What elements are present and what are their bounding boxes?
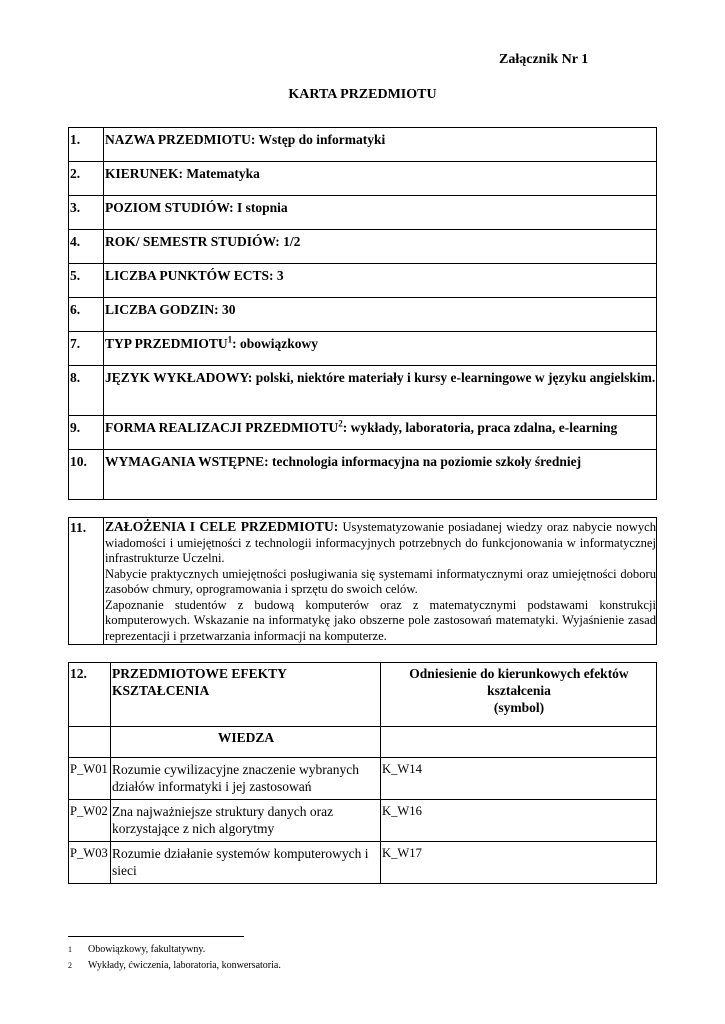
table-row: [69, 196, 657, 230]
objectives-para-2: Nabycie praktycznych umiejętności posługiwania się systemami informatycznymi oraz umiejętności doboru zasobów chmury, oprogramowania i sprzętu do swoich celów.: [105, 566, 656, 596]
table-row: [69, 842, 657, 884]
hours-count: LICZBA GODZIN: 30: [104, 298, 657, 332]
course-type-label: TYP PRZEDMIOTU: [105, 336, 228, 351]
table-row: [69, 264, 657, 298]
empty-cell: [69, 727, 111, 758]
footnote-1: [68, 944, 205, 956]
delivery-form-value: : wykłady, laboratoria, praca zdalna, e-learning: [342, 420, 618, 435]
footnote-2: [68, 960, 281, 972]
delivery-form: [104, 416, 657, 450]
row-number: 4.: [69, 230, 104, 264]
row-number: 2.: [69, 162, 104, 196]
footnote-ref: 1: [227, 334, 233, 345]
row-number: 5.: [69, 264, 104, 298]
table-row: [69, 416, 657, 450]
row-number: 9.: [69, 416, 104, 450]
field-of-study: KIERUNEK: Matematyka: [104, 162, 657, 196]
table-row: [69, 128, 657, 162]
outcome-code: P_W02: [69, 800, 111, 842]
table-row: [69, 298, 657, 332]
outcome-reference: K_W17: [381, 842, 657, 884]
reference-header-line: Odniesienie do kierunkowych efektów: [409, 666, 629, 681]
outcome-reference: K_W16: [381, 800, 657, 842]
delivery-form-label: FORMA REALIZACJI PRZEDMIOTU: [105, 420, 339, 435]
reference-header: [381, 663, 657, 727]
table-row: [69, 230, 657, 264]
outcome-code: P_W01: [69, 758, 111, 800]
row-number: 12.: [69, 663, 111, 727]
study-level: POZIOM STUDIÓW: I stopnia: [104, 196, 657, 230]
reference-header-line: kształcenia: [487, 683, 551, 698]
row-number: 7.: [69, 332, 104, 366]
footnote-divider: [68, 936, 244, 937]
table-row: [69, 800, 657, 842]
outcomes-header: PRZEDMIOTOWE EFEKTY KSZTAŁCENIA: [111, 663, 381, 727]
empty-cell: [381, 727, 657, 758]
outcome-description: Rozumie działanie systemów komputerowych i sieci: [111, 842, 381, 884]
year-semester: ROK/ SEMESTR STUDIÓW: 1/2: [104, 230, 657, 264]
document-title: KARTA PRZEDMIOTU: [288, 87, 437, 102]
row-number: 8.: [69, 366, 104, 416]
table-header-row: [69, 663, 657, 727]
ects-points: LICZBA PUNKTÓW ECTS: 3: [104, 264, 657, 298]
objectives-text-1: Usystematyzowanie posiadanej wiedzy oraz nabycie nowych wiadomości i umiejętności z technologii informacyjnych potrzebnych do funkcjonowania w informatycznej infrastrukturze Uczelni.: [105, 520, 656, 565]
outcome-code: P_W03: [69, 842, 111, 884]
table-row: [69, 162, 657, 196]
objectives-para-1: [105, 519, 656, 567]
footnote-ref: 2: [338, 418, 343, 429]
language: JĘZYK WYKŁADOWY: polski, niektóre materiały i kursy e-learningowe w języku angielskim.: [104, 366, 657, 416]
row-number: 10.: [69, 450, 104, 500]
table-row: [69, 332, 657, 366]
reference-header-line: (symbol): [493, 700, 545, 715]
outcome-description: Rozumie cywilizacyjne znaczenie wybranych działów informatyki i jej zastosowań: [111, 758, 381, 800]
footnote-mark: 1: [68, 945, 72, 954]
row-number: 1.: [69, 128, 104, 162]
row-number: 3.: [69, 196, 104, 230]
footnote-mark: 2: [68, 961, 72, 970]
objectives-heading: ZAŁOŻENIA I CELE PRZEDMIOTU:: [105, 519, 339, 534]
course-name: NAZWA PRZEDMIOTU: Wstęp do informatyki: [104, 128, 657, 162]
course-type-value: : obowiązkowy: [232, 336, 319, 351]
prerequisites: WYMAGANIA WSTĘPNE: technologia informacyjna na poziomie szkoły średniej: [104, 450, 657, 500]
section-title: WIEDZA: [111, 727, 381, 758]
objectives-para-3: Zapoznanie studentów z budową komputerów oraz z matematycznymi podstawami konstrukcji komputerowych. Wskazanie na informatykę jako obszerne pole zastosowań matematyki. Wyjaśnienie zasad reprezentacji i przetwarzania informacji na komputerze.: [105, 597, 656, 643]
table-row: [69, 450, 657, 500]
row-number: 11.: [69, 518, 104, 645]
table-row: [69, 366, 657, 416]
section-row: [69, 727, 657, 758]
attachment-label: Załącznik Nr 1: [499, 52, 589, 67]
course-info-table: [68, 127, 657, 500]
table-row: [69, 518, 657, 645]
learning-outcomes-table: [68, 662, 657, 884]
table-row: [69, 758, 657, 800]
footnote-text: Obowiązkowy, fakultatywny.: [88, 944, 206, 955]
objectives-cell: [104, 518, 657, 645]
footnote-text: Wykłady, ćwiczenia, laboratoria, konwersatoria.: [88, 960, 281, 971]
outcome-description: Zna najważniejsze struktury danych oraz korzystające z nich algorytmy: [111, 800, 381, 842]
course-type: [104, 332, 657, 366]
row-number: 6.: [69, 298, 104, 332]
outcome-reference: K_W14: [381, 758, 657, 800]
course-objectives-table: [68, 517, 657, 645]
